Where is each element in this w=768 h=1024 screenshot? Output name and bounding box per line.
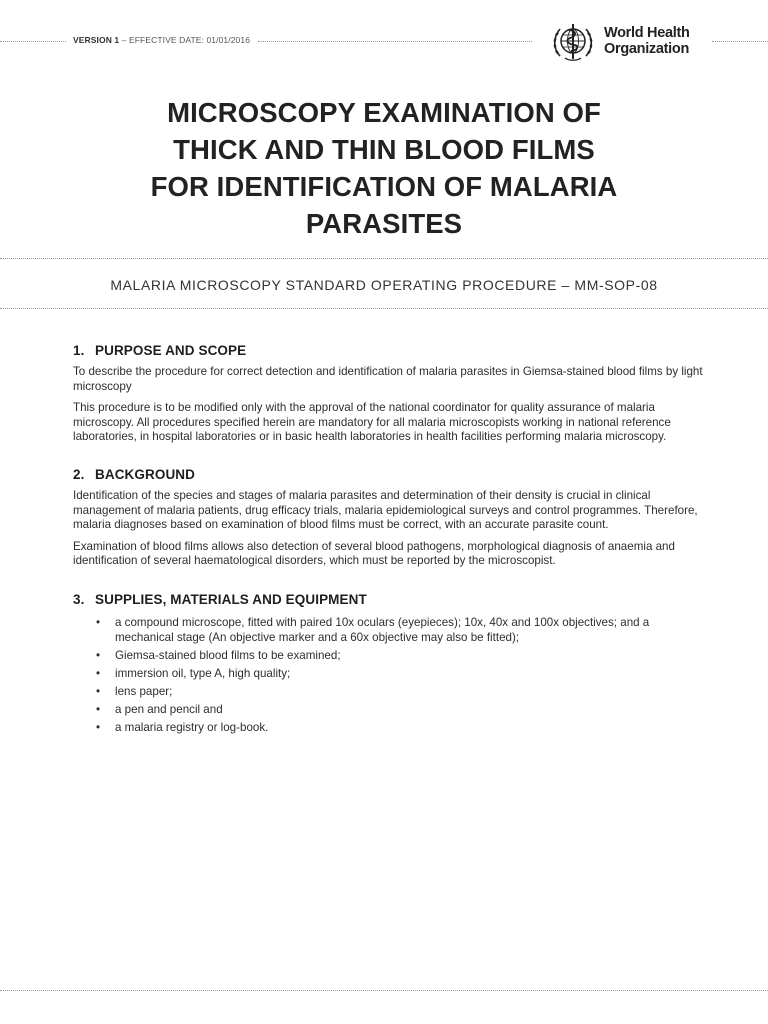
- paragraph: Examination of blood films allows also detection of several blood pathogens, morphological diagnosis of anaemia and identification of several haematological disorders, which must be reported by the microscopist.: [73, 539, 675, 568]
- list-item: [73, 616, 703, 645]
- org-name-line1: World Health: [604, 25, 690, 41]
- paragraph: To describe the procedure for correct detection and identification of malaria parasites in Giemsa-stained blood films by light microscopy: [73, 365, 703, 393]
- section-supplies: [73, 592, 703, 736]
- bullet-icon: •: [96, 684, 101, 698]
- section-heading: [73, 467, 703, 482]
- header-rule-left: [0, 41, 66, 42]
- section-purpose-scope: [73, 343, 703, 445]
- title-line: MICROSCOPY EXAMINATION OF: [167, 97, 601, 128]
- document-subtitle: MALARIA MICROSCOPY STANDARD OPERATING PROCEDURE – MM-SOP-08: [110, 277, 658, 293]
- section-heading: [73, 592, 703, 607]
- paragraph: Identification of the species and stages of malaria parasites and determination of their density is crucial in clinical management of malaria patients, drug efficacy trials, malaria epidemiological surveys and control programmes. Therefore, malaria diagnoses based on examination of blood films must be correct, with an accurate parasite count.: [73, 488, 698, 532]
- title-line: FOR IDENTIFICATION OF MALARIA: [150, 171, 618, 202]
- list-item-text: a pen and pencil and: [115, 702, 223, 716]
- version-label: VERSION 1: [73, 35, 120, 45]
- list-item-text: a compound microscope, fitted with paired 10x oculars (eyepieces); 10x, 40x and 100x objectives; and a mechanical stage (An objective marker and a 60x objective may also be fitted);: [115, 615, 650, 644]
- version-line: [73, 35, 250, 45]
- bullet-icon: •: [96, 721, 101, 734]
- bullet-icon: •: [96, 702, 101, 716]
- header-rule-right: [712, 41, 768, 42]
- list-item: [73, 649, 703, 664]
- title-line: PARASITES: [305, 208, 463, 239]
- section-title: PURPOSE AND SCOPE: [95, 343, 247, 358]
- list-item-text: lens paper;: [115, 684, 173, 698]
- org-name-line2: Organization: [604, 41, 690, 57]
- section-number: 2.: [73, 466, 85, 482]
- section-number: 1.: [73, 343, 85, 358]
- effective-date: – EFFECTIVE DATE: 01/01/2016: [119, 35, 251, 45]
- who-logo: [551, 21, 701, 63]
- subtitle-rule-bottom: [0, 308, 768, 309]
- document-title: [84, 94, 684, 242]
- bullet-icon: •: [96, 666, 101, 680]
- bullet-icon: •: [96, 648, 101, 662]
- title-line: THICK AND THIN BLOOD FILMS: [173, 134, 595, 165]
- section-heading: [73, 343, 703, 358]
- title-rule-bottom: [0, 258, 768, 259]
- list-item: [73, 685, 703, 700]
- list-item-text: a malaria registry or log-book.: [115, 721, 269, 734]
- list-item-text: Giemsa-stained blood films to be examined;: [115, 648, 341, 662]
- bullet-icon: •: [96, 615, 101, 629]
- list-item: [73, 721, 703, 736]
- section-title: BACKGROUND: [95, 466, 195, 482]
- supplies-list: [73, 616, 703, 736]
- list-item: [73, 667, 703, 682]
- footer-rule: [0, 990, 768, 991]
- who-emblem-icon: [551, 21, 595, 63]
- who-wordmark: [604, 25, 690, 57]
- section-title: SUPPLIES, MATERIALS AND EQUIPMENT: [95, 591, 367, 607]
- section-number: 3.: [73, 591, 85, 607]
- document-body: [73, 343, 703, 739]
- header-rule-mid: [258, 41, 532, 42]
- list-item-text: immersion oil, type A, high quality;: [115, 666, 291, 680]
- list-item: [73, 703, 703, 718]
- paragraph: This procedure is to be modified only with the approval of the national coordinator for quality assurance of malaria microscopy. All procedures specified herein are mandatory for all malaria microscopists working in national reference laboratories, in hospital laboratories or in basic health laboratories in health facilities performing malaria microscopy.: [73, 401, 671, 444]
- section-background: [73, 467, 703, 569]
